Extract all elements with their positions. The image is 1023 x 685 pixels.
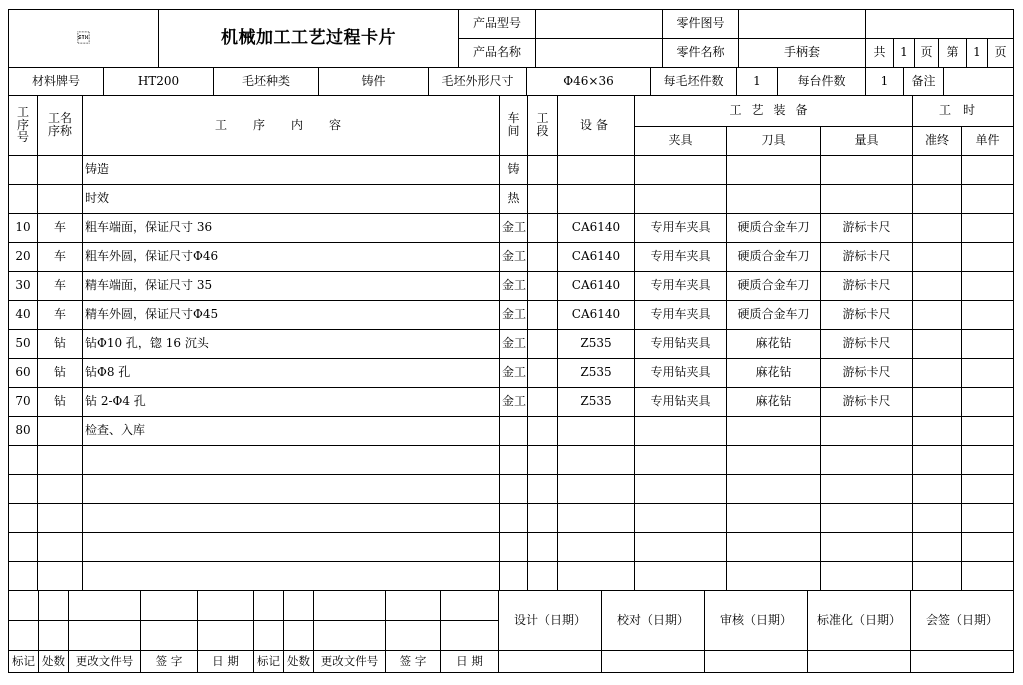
op-unit-time[interactable] [962,446,1014,475]
op-seq-no[interactable] [9,475,38,504]
countersign-label: 会签（日期） [911,591,1014,651]
revision-cell[interactable] [314,621,386,651]
op-fixture[interactable]: 专用钻夹具 [635,388,727,417]
op-fixture[interactable] [635,475,727,504]
operation-row [9,504,1014,533]
op-section[interactable] [528,388,558,417]
op-fixture[interactable]: 专用车夹具 [635,301,727,330]
header-blank [866,10,1014,39]
op-equipment[interactable]: Z535 [558,330,635,359]
revision-signature-label-2: 签 字 [386,651,441,673]
op-seq-name[interactable]: 钻 [38,388,83,417]
op-content[interactable]: 铸造 [83,156,500,185]
revision-count-label-2: 处数 [284,651,314,673]
op-cutter[interactable]: 麻花钻 [727,330,821,359]
op-gauge[interactable]: 游标卡尺 [821,272,913,301]
op-seq-name[interactable] [38,562,83,591]
op-seq-name[interactable]: 车 [38,214,83,243]
op-seq-no[interactable]: 10 [9,214,38,243]
op-seq-no[interactable] [9,185,38,214]
op-cutter[interactable]: 硬质合金车刀 [727,301,821,330]
op-setup-time[interactable] [913,272,962,301]
revision-cell[interactable] [198,591,254,621]
product-model-label: 产品型号 [459,10,536,39]
revision-mark-label: 标记 [9,651,39,673]
op-equipment[interactable]: CA6140 [558,214,635,243]
op-cutter[interactable]: 硬质合金车刀 [727,272,821,301]
op-workshop[interactable] [500,504,528,533]
op-equipment[interactable]: Z535 [558,359,635,388]
op-setup-time[interactable] [913,359,962,388]
revision-mark-label-2: 标记 [254,651,284,673]
op-setup-time[interactable] [913,504,962,533]
col-workshop: 车间 [500,96,528,156]
op-content[interactable] [83,446,500,475]
op-unit-time[interactable] [962,243,1014,272]
op-cutter[interactable] [727,504,821,533]
op-equipment[interactable]: CA6140 [558,243,635,272]
op-workshop[interactable]: 金工 [500,359,528,388]
revision-cell[interactable] [284,591,314,621]
operation-row [9,243,1014,272]
op-seq-no[interactable] [9,446,38,475]
op-seq-name[interactable] [38,533,83,562]
revision-cell[interactable] [39,591,69,621]
op-unit-time[interactable] [962,388,1014,417]
page-number-label: 第 [939,39,967,68]
op-content[interactable]: 精车端面，保证尺寸 35 [83,272,500,301]
company-logo:  [9,10,159,68]
operation-row [9,301,1014,330]
op-seq-no[interactable]: 60 [9,359,38,388]
op-section[interactable] [528,243,558,272]
op-cutter[interactable] [727,156,821,185]
op-workshop[interactable]: 热 [500,185,528,214]
op-fixture[interactable] [635,533,727,562]
pieces-per-blank-label: 每毛坯件数 [651,68,737,96]
op-section[interactable] [528,475,558,504]
op-fixture[interactable] [635,417,727,446]
op-setup-time[interactable] [913,243,962,272]
per-unit-label: 每台件数 [778,68,866,96]
op-gauge[interactable]: 游标卡尺 [821,301,913,330]
op-section[interactable] [528,156,558,185]
review-label: 审核（日期） [705,591,808,651]
op-cutter[interactable] [727,185,821,214]
operation-row [9,359,1014,388]
revision-date-label: 日 期 [198,651,254,673]
op-section[interactable] [528,330,558,359]
op-unit-time[interactable] [962,214,1014,243]
operation-row [9,388,1014,417]
op-seq-no[interactable] [9,156,38,185]
op-workshop[interactable] [500,475,528,504]
countersign-sign-cell[interactable] [911,651,1014,673]
operation-row [9,214,1014,243]
op-equipment[interactable]: CA6140 [558,272,635,301]
signoff-block [8,590,1014,673]
op-seq-no[interactable] [9,504,38,533]
op-cutter[interactable]: 硬质合金车刀 [727,214,821,243]
op-workshop[interactable]: 金工 [500,243,528,272]
title-block [8,9,1014,68]
part-drawing-label: 零件图号 [663,10,739,39]
op-workshop[interactable] [500,533,528,562]
op-setup-time[interactable] [913,446,962,475]
op-seq-name[interactable] [38,185,83,214]
op-content[interactable] [83,504,500,533]
op-gauge[interactable]: 游标卡尺 [821,243,913,272]
process-card [8,9,1013,677]
op-cutter[interactable]: 麻花钻 [727,388,821,417]
col-fixture: 夹具 [635,127,727,156]
op-fixture[interactable] [635,562,727,591]
op-unit-time[interactable] [962,504,1014,533]
op-fixture[interactable]: 专用车夹具 [635,243,727,272]
revision-cell[interactable] [9,621,39,651]
op-unit-time[interactable] [962,330,1014,359]
standardize-sign-cell[interactable] [808,651,911,673]
op-unit-time[interactable] [962,359,1014,388]
revision-cell[interactable] [254,591,284,621]
op-cutter[interactable]: 麻花钻 [727,359,821,388]
revision-cell[interactable] [69,591,141,621]
op-setup-time[interactable] [913,562,962,591]
op-equipment[interactable] [558,504,635,533]
op-cutter[interactable] [727,417,821,446]
operation-row [9,330,1014,359]
revision-count-label: 处数 [39,651,69,673]
page-unit-2: 页 [988,39,1014,68]
pieces-per-blank-value[interactable]: 1 [737,68,778,96]
op-setup-time[interactable] [913,185,962,214]
op-seq-name[interactable] [38,417,83,446]
col-setup: 准终 [913,127,962,156]
op-setup-time[interactable] [913,330,962,359]
op-gauge[interactable] [821,156,913,185]
proofread-label: 校对（日期） [602,591,705,651]
op-seq-name[interactable] [38,475,83,504]
op-section[interactable] [528,185,558,214]
revision-cell[interactable] [284,621,314,651]
op-setup-time[interactable] [913,301,962,330]
op-workshop[interactable]: 金工 [500,272,528,301]
op-section[interactable] [528,562,558,591]
op-content[interactable] [83,475,500,504]
op-fixture[interactable] [635,504,727,533]
revision-cell[interactable] [141,591,198,621]
standardize-label: 标准化（日期） [808,591,911,651]
op-section[interactable] [528,359,558,388]
revision-cell[interactable] [9,591,39,621]
op-cutter[interactable] [727,533,821,562]
blank-size-label: 毛坯外形尺寸 [429,68,527,96]
op-equipment[interactable]: Z535 [558,388,635,417]
op-gauge[interactable] [821,446,913,475]
op-seq-no[interactable]: 40 [9,301,38,330]
op-section[interactable] [528,417,558,446]
op-equipment[interactable] [558,533,635,562]
op-gauge[interactable] [821,504,913,533]
part-name-field[interactable]: 手柄套 [739,39,866,68]
op-gauge[interactable]: 游标卡尺 [821,359,913,388]
op-section[interactable] [528,504,558,533]
op-equipment[interactable] [558,446,635,475]
op-seq-name[interactable] [38,446,83,475]
op-equipment[interactable]: CA6140 [558,301,635,330]
operation-row [9,417,1014,446]
op-cutter[interactable]: 硬质合金车刀 [727,243,821,272]
op-unit-time[interactable] [962,562,1014,591]
page-unit: 页 [915,39,939,68]
op-gauge[interactable] [821,475,913,504]
op-seq-name[interactable] [38,156,83,185]
op-unit-time[interactable] [962,185,1014,214]
op-section[interactable] [528,214,558,243]
op-cutter[interactable] [727,475,821,504]
design-label: 设计（日期） [499,591,602,651]
op-setup-time[interactable] [913,388,962,417]
op-seq-name[interactable]: 车 [38,301,83,330]
op-workshop[interactable]: 金工 [500,330,528,359]
page-number-value[interactable]: 1 [967,39,988,68]
product-name-field[interactable] [536,39,663,68]
col-content: 工序内容 [83,96,500,156]
revision-cell[interactable] [314,591,386,621]
op-seq-name[interactable]: 车 [38,243,83,272]
remark-label: 备注 [904,68,944,96]
op-content[interactable] [83,533,500,562]
op-content[interactable]: 钻Φ10 孔，锪 16 沉头 [83,330,500,359]
op-seq-name[interactable]: 钻 [38,330,83,359]
op-fixture[interactable]: 专用钻夹具 [635,359,727,388]
op-fixture[interactable] [635,185,727,214]
op-equipment[interactable] [558,185,635,214]
op-equipment[interactable] [558,562,635,591]
revision-cell[interactable] [441,591,499,621]
revision-cell[interactable] [39,621,69,651]
part-name-label: 零件名称 [663,39,739,68]
operation-row [9,562,1014,591]
revision-date-label-2: 日 期 [441,651,499,673]
op-content[interactable] [83,562,500,591]
op-content[interactable]: 钻 2-Φ4 孔 [83,388,500,417]
op-section[interactable] [528,301,558,330]
op-fixture[interactable]: 专用车夹具 [635,272,727,301]
op-workshop[interactable]: 金工 [500,214,528,243]
op-gauge[interactable] [821,417,913,446]
op-unit-time[interactable] [962,475,1014,504]
op-unit-time[interactable] [962,417,1014,446]
op-equipment[interactable] [558,156,635,185]
total-pages-label: 共 [866,39,894,68]
col-equipment: 设备 [558,96,635,156]
revision-doc-label-2: 更改文件号 [314,651,386,673]
revision-doc-label: 更改文件号 [69,651,141,673]
op-fixture[interactable]: 专用车夹具 [635,214,727,243]
blank-size-value[interactable]: Φ46×36 [527,68,651,96]
op-content[interactable]: 钻Φ8 孔 [83,359,500,388]
op-workshop[interactable] [500,446,528,475]
op-content[interactable]: 检查、入库 [83,417,500,446]
col-time: 工时 [913,96,1014,127]
col-unit: 单件 [962,127,1014,156]
op-seq-no[interactable] [9,562,38,591]
op-equipment[interactable] [558,417,635,446]
op-fixture[interactable] [635,156,727,185]
op-equipment[interactable] [558,475,635,504]
revision-cell[interactable] [441,621,499,651]
op-workshop[interactable]: 铸 [500,156,528,185]
op-unit-time[interactable] [962,156,1014,185]
proofread-sign-cell[interactable] [602,651,705,673]
op-gauge[interactable]: 游标卡尺 [821,214,913,243]
op-setup-time[interactable] [913,417,962,446]
op-cutter[interactable] [727,562,821,591]
revision-signature-label: 签 字 [141,651,198,673]
design-sign-cell[interactable] [499,651,602,673]
col-section: 工段 [528,96,558,156]
revision-cell[interactable] [198,621,254,651]
op-workshop[interactable] [500,417,528,446]
blank-type-value[interactable]: 铸件 [319,68,429,96]
op-gauge[interactable]: 游标卡尺 [821,388,913,417]
op-unit-time[interactable] [962,301,1014,330]
op-content[interactable]: 粗车端面，保证尺寸 36 [83,214,500,243]
col-seq-name: 工名序称 [38,96,83,156]
op-fixture[interactable]: 专用钻夹具 [635,330,727,359]
op-unit-time[interactable] [962,272,1014,301]
material-grade-label: 材料牌号 [9,68,104,96]
operation-row [9,533,1014,562]
total-pages-value[interactable]: 1 [894,39,915,68]
op-content[interactable]: 精车外圆，保证尺寸Φ45 [83,301,500,330]
op-workshop[interactable]: 金工 [500,388,528,417]
revision-cell[interactable] [141,621,198,651]
op-setup-time[interactable] [913,475,962,504]
op-seq-name[interactable]: 车 [38,272,83,301]
product-name-label: 产品名称 [459,39,536,68]
op-section[interactable] [528,272,558,301]
operation-row [9,185,1014,214]
op-seq-no[interactable]: 30 [9,272,38,301]
op-content[interactable]: 粗车外圆，保证尺寸Φ46 [83,243,500,272]
op-fixture[interactable] [635,446,727,475]
revision-cell[interactable] [386,621,441,651]
op-setup-time[interactable] [913,214,962,243]
col-seq-no: 工序号 [9,96,38,156]
op-gauge[interactable] [821,533,913,562]
op-seq-no[interactable]: 80 [9,417,38,446]
operation-row [9,446,1014,475]
operations-table [8,95,1014,591]
revision-cell[interactable] [254,621,284,651]
op-setup-time[interactable] [913,156,962,185]
op-section[interactable] [528,446,558,475]
product-model-field[interactable] [536,10,663,39]
op-seq-no[interactable]: 20 [9,243,38,272]
revision-cell[interactable] [69,621,141,651]
part-drawing-field[interactable] [739,10,866,39]
op-workshop[interactable]: 金工 [500,301,528,330]
op-setup-time[interactable] [913,533,962,562]
blank-type-label: 毛坯种类 [214,68,319,96]
operation-row [9,156,1014,185]
per-unit-value[interactable]: 1 [866,68,904,96]
op-unit-time[interactable] [962,533,1014,562]
op-gauge[interactable] [821,562,913,591]
op-seq-no[interactable] [9,533,38,562]
op-workshop[interactable] [500,562,528,591]
col-gauge: 量具 [821,127,913,156]
operation-row [9,475,1014,504]
op-cutter[interactable] [727,446,821,475]
remark-value[interactable] [944,68,1014,96]
operation-row [9,272,1014,301]
review-sign-cell[interactable] [705,651,808,673]
revision-cell[interactable] [386,591,441,621]
material-row [8,67,1014,96]
op-seq-no[interactable]: 70 [9,388,38,417]
col-cutter: 刀具 [727,127,821,156]
op-seq-no[interactable]: 50 [9,330,38,359]
col-tooling: 工艺装备 [635,96,913,127]
op-seq-name[interactable] [38,504,83,533]
op-content[interactable]: 时效 [83,185,500,214]
card-title: 机械加工工艺过程卡片 [159,10,459,68]
op-gauge[interactable] [821,185,913,214]
material-grade-value[interactable]: HT200 [104,68,214,96]
op-gauge[interactable]: 游标卡尺 [821,330,913,359]
op-section[interactable] [528,533,558,562]
op-seq-name[interactable]: 钻 [38,359,83,388]
